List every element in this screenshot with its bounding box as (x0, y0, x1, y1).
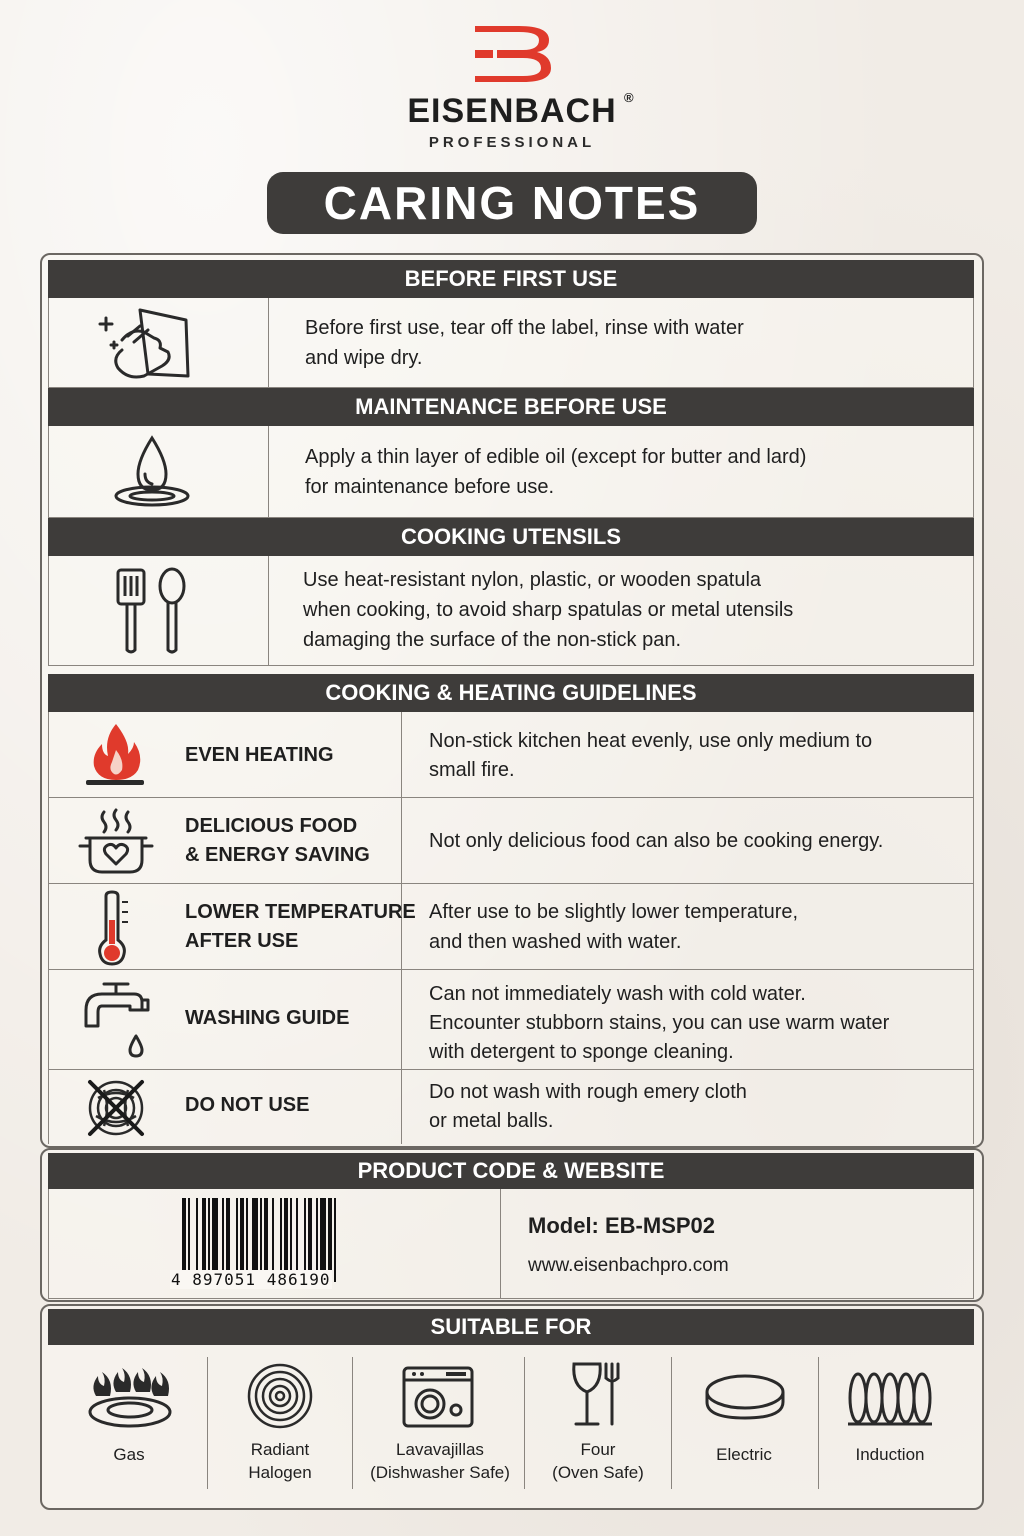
barcode-bar (316, 1198, 318, 1274)
utensils-line3: damaging the surface of the non-stick pan. (303, 629, 682, 651)
hand-wiping-icon (92, 306, 196, 382)
guideline-text: and then washed with water. (429, 931, 682, 953)
maintenance-line1: Apply a thin layer of edible oil (except for butter and lard) (305, 446, 807, 468)
pot-heart-icon (76, 808, 156, 876)
guideline-text: Can not immediately wash with cold water. (429, 983, 806, 1005)
divider (352, 1357, 353, 1489)
registered-mark: ® (624, 90, 634, 105)
guideline-text: Encounter stubborn stains, you can use warm water (429, 1012, 890, 1034)
section-header-maintenance: MAINTENANCE BEFORE USE (48, 388, 974, 426)
brand-logo (0, 18, 1024, 88)
barcode-bar (264, 1198, 268, 1274)
barcode-bar (202, 1198, 206, 1274)
induction-coil-icon (846, 1368, 934, 1430)
suitable-label: Radiant Halogen (248, 1440, 312, 1482)
barcode-bar (188, 1198, 190, 1274)
oil-drop-icon (112, 434, 192, 510)
barcode-bar (240, 1198, 244, 1274)
no-steel-wool-icon (84, 1076, 148, 1140)
guideline-text: Non-stick kitchen heat evenly, use only medium to (429, 730, 873, 752)
guideline-text: with detergent to sponge cleaning. (429, 1041, 734, 1063)
guideline-label: EVEN HEATING (185, 744, 334, 766)
section-header-product: PRODUCT CODE & WEBSITE (48, 1153, 974, 1189)
dishwasher-icon (402, 1366, 474, 1428)
barcode-bar (226, 1198, 230, 1274)
suitable-label: Four (Oven Safe) (552, 1440, 644, 1482)
product-model: Model: EB-MSP02 (528, 1213, 716, 1238)
barcode-bar (320, 1198, 326, 1274)
gas-burner-icon (86, 1368, 174, 1434)
before-first-use-line1: Before first use, tear off the label, rinse with water (305, 317, 744, 339)
section-header-guidelines: COOKING & HEATING GUIDELINES (48, 674, 974, 712)
guideline-text: After use to be slightly lower temperature, (429, 901, 799, 923)
eisenbach-logo-icon (457, 18, 567, 88)
barcode-bar (308, 1198, 312, 1274)
suitable-label: Lavavajillas (Dishwasher Safe) (370, 1440, 510, 1482)
divider (671, 1357, 672, 1489)
divider (207, 1357, 208, 1489)
maintenance-line2: for maintenance before use. (305, 476, 555, 498)
guideline-text: small fire. (429, 759, 515, 781)
guideline-label: WASHING GUIDE (185, 1007, 350, 1029)
barcode-bar (212, 1198, 218, 1274)
guideline-text: or metal balls. (429, 1110, 554, 1132)
section-header-before-first-use: BEFORE FIRST USE (48, 260, 974, 298)
barcode-bar (246, 1198, 248, 1274)
spatula-spoon-icon (112, 566, 192, 658)
barcode-bar (272, 1198, 274, 1274)
barcode-bar (196, 1198, 198, 1274)
barcode-bar (260, 1198, 262, 1274)
thermometer-icon (94, 890, 134, 966)
product-website[interactable]: www.eisenbachpro.com (528, 1255, 729, 1276)
barcode-bar (304, 1198, 306, 1274)
barcode-bar (290, 1198, 292, 1274)
barcode-bar (280, 1198, 282, 1274)
guideline-label: LOWER TEMPERATURE (185, 901, 416, 923)
utensils-line1: Use heat-resistant nylon, plastic, or wooden spatula (303, 569, 762, 591)
barcode-bar (328, 1198, 332, 1274)
suitable-label: Gas (113, 1445, 145, 1464)
page-title: CARING NOTES (267, 172, 757, 234)
guideline-label: & ENERGY SAVING (185, 844, 370, 866)
radiant-halogen-icon (246, 1362, 314, 1430)
guideline-label: AFTER USE (185, 930, 299, 952)
barcode-bar (284, 1198, 288, 1274)
section-header-suitable: SUITABLE FOR (48, 1309, 974, 1345)
brand-tagline: PROFESSIONAL (428, 134, 596, 151)
utensils-line2: when cooking, to avoid sharp spatulas or metal utensils (303, 599, 794, 621)
guideline-text: Not only delicious food can also be cooking energy. (429, 830, 884, 852)
barcode-number: 4 897051 486190 (171, 1270, 331, 1289)
guideline-label: DELICIOUS FOOD (185, 815, 358, 837)
suitable-label: Induction (855, 1445, 925, 1464)
divider (818, 1357, 819, 1489)
barcode-bar (222, 1198, 224, 1274)
faucet-icon (82, 980, 150, 1060)
brand-name: EISENBACH (407, 92, 617, 130)
guideline-label: DO NOT USE (185, 1094, 310, 1116)
barcode-bar (208, 1198, 210, 1274)
suitable-label: Electric (716, 1445, 772, 1464)
flame-icon (84, 722, 146, 788)
barcode-bar (334, 1198, 336, 1282)
before-first-use-line2: and wipe dry. (305, 347, 423, 369)
section-header-utensils: COOKING UTENSILS (48, 518, 974, 556)
barcode-bar (252, 1198, 258, 1274)
oven-glass-icon (570, 1360, 626, 1428)
barcode-bar (296, 1198, 298, 1274)
barcode-bar (236, 1198, 238, 1274)
divider (524, 1357, 525, 1489)
guideline-text: Do not wash with rough emery cloth (429, 1081, 747, 1103)
electric-plate-icon (704, 1372, 786, 1424)
